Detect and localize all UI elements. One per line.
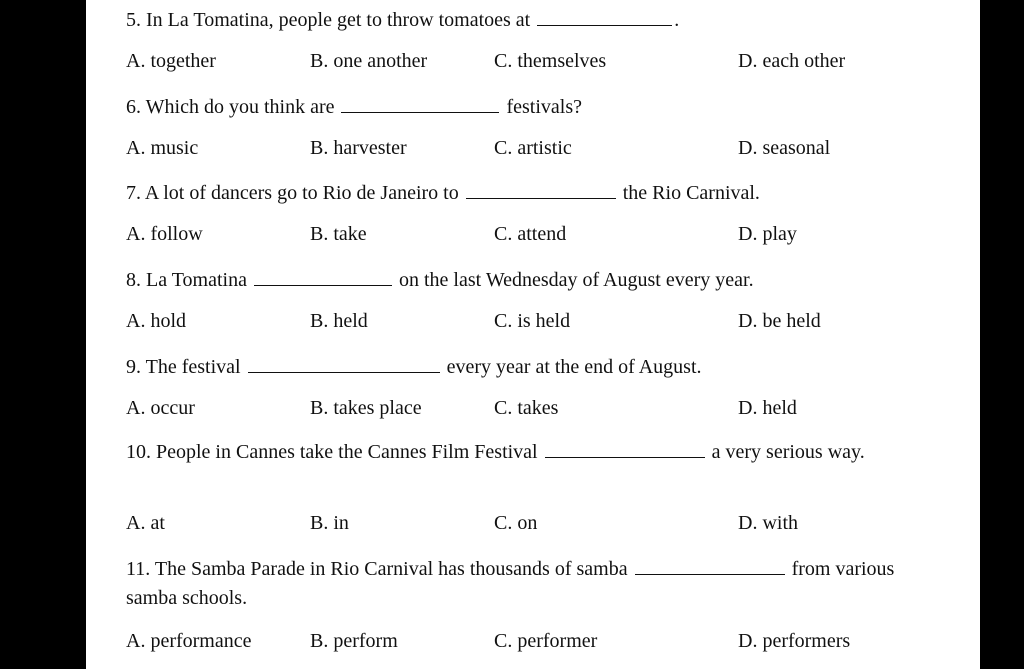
question-8: [126, 266, 946, 295]
question-text-end: .: [674, 9, 680, 31]
worksheet-page: [86, 0, 980, 669]
answer-blank: [466, 180, 616, 199]
option-b[interactable]: B. one another: [310, 50, 428, 72]
option-d[interactable]: D. each other: [738, 50, 846, 72]
option-c[interactable]: C. artistic: [494, 137, 572, 159]
option-d[interactable]: D. with: [738, 512, 798, 534]
question-text: 7. A lot of dancers go to Rio de Janeiro to: [126, 182, 459, 204]
option-d[interactable]: D. performers: [738, 630, 851, 652]
options-6: [86, 137, 980, 165]
answer-blank: [254, 267, 392, 286]
options-5: [86, 50, 980, 78]
option-d[interactable]: D. held: [738, 397, 797, 419]
option-b[interactable]: B. in: [310, 512, 349, 534]
question-10: [126, 438, 946, 467]
question-6: [126, 93, 946, 122]
options-7: [86, 223, 980, 251]
option-a[interactable]: A. follow: [126, 223, 203, 245]
question-text-end: a very serious way.: [711, 441, 865, 463]
question-text-end: every year at the end of August.: [446, 356, 702, 378]
option-b[interactable]: B. takes place: [310, 397, 422, 419]
question-text: 6. Which do you think are: [126, 96, 335, 118]
option-c[interactable]: C. themselves: [494, 50, 607, 72]
option-d[interactable]: D. be held: [738, 310, 821, 332]
option-c[interactable]: C. performer: [494, 630, 598, 652]
answer-blank: [537, 7, 672, 26]
question-text-end: from various samba schools.: [126, 558, 895, 609]
options-9: [86, 397, 980, 425]
option-a[interactable]: A. music: [126, 137, 199, 159]
question-text: 8. La Tomatina: [126, 269, 247, 291]
option-b[interactable]: B. held: [310, 310, 368, 332]
question-text-end: the Rio Carnival.: [622, 182, 760, 204]
answer-blank: [341, 94, 499, 113]
question-7: [126, 179, 946, 208]
question-text: 9. The festival: [126, 356, 241, 378]
option-d[interactable]: D. play: [738, 223, 797, 245]
option-b[interactable]: B. harvester: [310, 137, 407, 159]
options-8: [86, 310, 980, 338]
question-text-end: on the last Wednesday of August every year.: [398, 269, 754, 291]
option-c[interactable]: C. attend: [494, 223, 567, 245]
question-11: [126, 555, 946, 613]
option-d[interactable]: D. seasonal: [738, 137, 831, 159]
question-text: 11. The Samba Parade in Rio Carnival has thousands of samba: [126, 558, 628, 580]
answer-blank: [248, 354, 440, 373]
option-a[interactable]: A. hold: [126, 310, 186, 332]
answer-blank: [635, 556, 785, 575]
question-5: [126, 6, 946, 35]
option-b[interactable]: B. take: [310, 223, 367, 245]
question-9: [126, 353, 946, 382]
question-text: 10. People in Cannes take the Cannes Film Festival: [126, 441, 538, 463]
options-11: [86, 630, 980, 658]
option-a[interactable]: A. performance: [126, 630, 252, 652]
option-c[interactable]: C. takes: [494, 397, 559, 419]
options-10: [86, 512, 980, 540]
question-text: 5. In La Tomatina, people get to throw tomatoes at: [126, 9, 531, 31]
answer-blank: [545, 439, 705, 458]
option-c[interactable]: C. is held: [494, 310, 571, 332]
option-c[interactable]: C. on: [494, 512, 538, 534]
option-a[interactable]: A. together: [126, 50, 216, 72]
option-a[interactable]: A. at: [126, 512, 165, 534]
option-a[interactable]: A. occur: [126, 397, 195, 419]
question-text-end: festivals?: [506, 96, 583, 118]
option-b[interactable]: B. perform: [310, 630, 398, 652]
